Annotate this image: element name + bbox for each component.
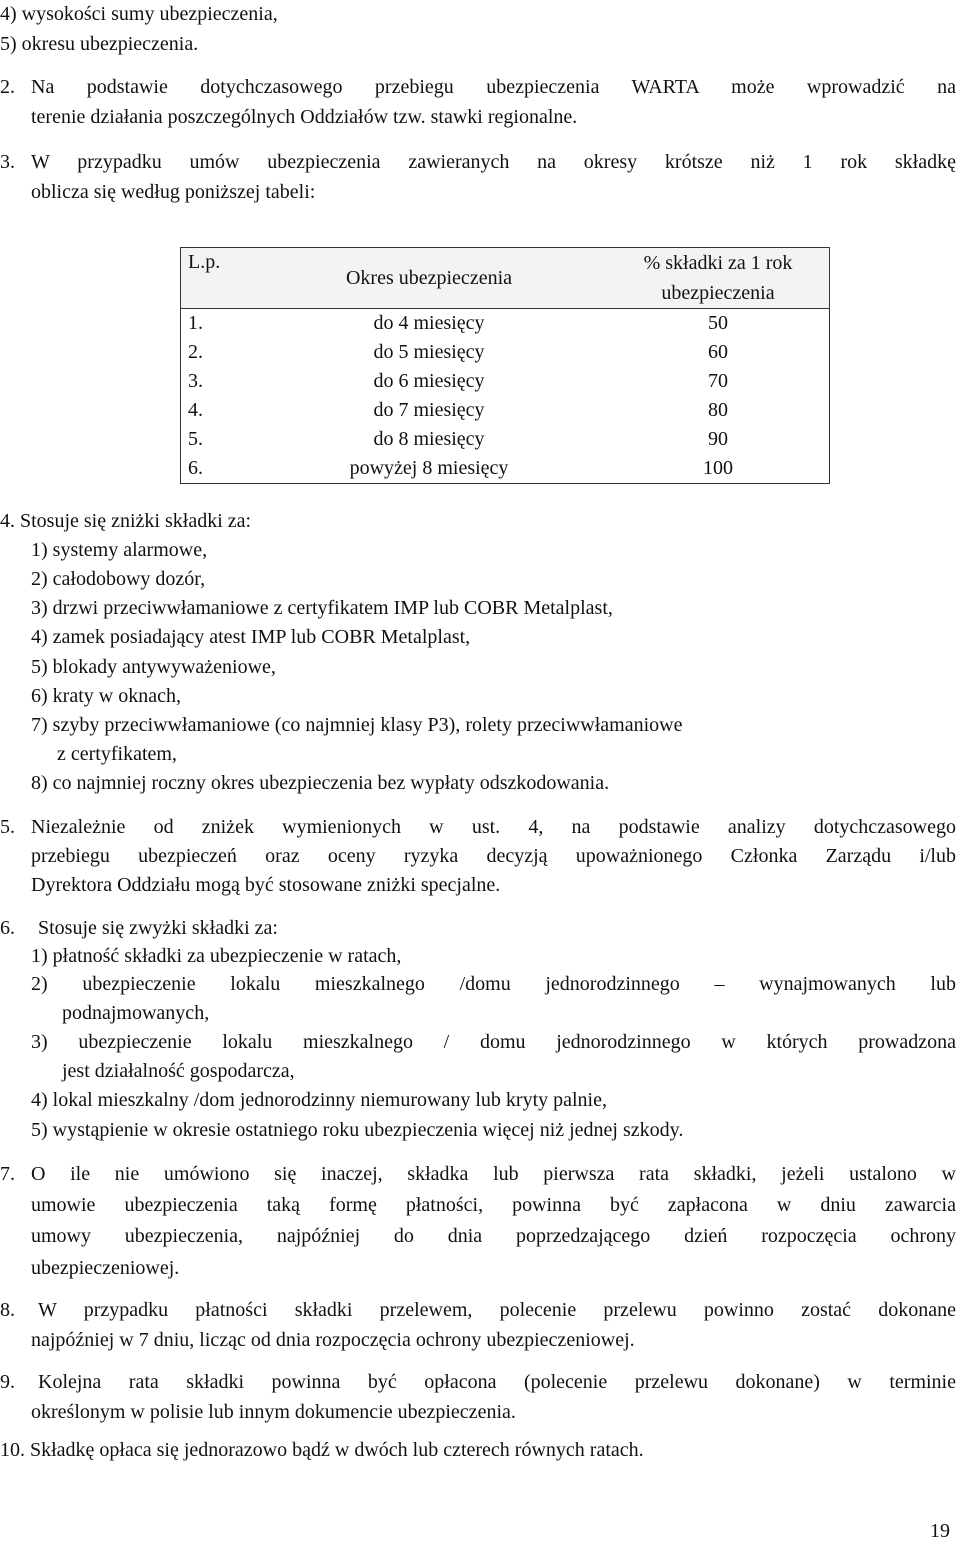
header-percent-line1: % składki za 1 rok <box>643 252 793 274</box>
paragraph-number: 7. <box>0 1163 15 1185</box>
cell-period: do 4 miesięcy <box>373 312 485 334</box>
list-item: 3) drzwi przeciwwłamaniowe z certyfikatem IMP lub COBR Metalplast, <box>31 597 613 619</box>
list-item: 5) wystąpienie w okresie ostatniego roku ubezpieczenia więcej niż jednej szkody. <box>31 1119 684 1141</box>
list-item: 3) ubezpieczenie lokalu mieszkalnego / domu jednorodzinnego w których prowadzona <box>31 1031 956 1053</box>
list-item-continuation: jest działalność gospodarcza, <box>62 1060 295 1082</box>
header-period: Okres ubezpieczenia <box>251 248 607 309</box>
cell-percent: 100 <box>607 454 830 484</box>
paragraph-line: określonym w polisie lub innym dokumencie ubezpieczenia. <box>31 1401 516 1423</box>
cell-period: do 5 miesięcy <box>373 341 485 363</box>
paragraph-number: 9. <box>0 1371 15 1393</box>
cell-period: do 7 miesięcy <box>373 399 485 421</box>
paragraph-number: 3. <box>0 151 15 173</box>
list-item: 8) co najmniej roczny okres ubezpieczenia bez wypłaty odszkodowania. <box>31 772 610 794</box>
list-item: 5) blokady antywyważeniowe, <box>31 656 276 678</box>
paragraph-line: oblicza się według poniższej tabeli: <box>31 181 316 203</box>
list-item-continuation: podnajmowanych, <box>62 1002 210 1024</box>
paragraph-heading: Stosuje się zwyżki składki za: <box>38 917 278 939</box>
table-row <box>181 425 830 454</box>
cell-percent: 80 <box>607 396 830 425</box>
list-item: 4) lokal mieszkalny /dom jednorodzinny niemurowany lub kryty palnie, <box>31 1089 607 1111</box>
cell-percent: 60 <box>607 338 830 367</box>
cell-lp: 2. <box>181 338 252 367</box>
cell-lp: 4. <box>181 396 252 425</box>
list-item: 2) ubezpieczenie lokalu mieszkalnego /domu jednorodzinnego – wynajmowanych lub <box>31 973 956 995</box>
list-item: 4) wysokości sumy ubezpieczenia, <box>0 3 278 25</box>
table-row <box>181 396 830 425</box>
header-percent <box>607 248 830 309</box>
paragraph-number: 5. <box>0 816 15 838</box>
list-item-continuation: z certyfikatem, <box>57 743 177 765</box>
list-item: 4) zamek posiadający atest IMP lub COBR Metalplast, <box>31 626 471 648</box>
cell-lp: 1. <box>181 309 252 339</box>
paragraph-number: 2. <box>0 76 15 98</box>
cell-percent: 70 <box>607 367 830 396</box>
header-percent-line2: ubezpieczenia <box>661 282 775 304</box>
table-row <box>181 454 830 484</box>
paragraph-line: Dyrektora Oddziału mogą być stosowane zniżki specjalne. <box>31 874 501 896</box>
cell-period: do 8 miesięcy <box>373 428 485 450</box>
paragraph-heading: 4. Stosuje się zniżki składki za: <box>0 510 252 532</box>
list-item: 7) szyby przeciwwłamaniowe (co najmniej klasy P3), rolety przeciwwłamaniowe <box>31 714 683 736</box>
cell-period: do 6 miesięcy <box>373 370 485 392</box>
paragraph-line: umowy ubezpieczenia, najpóźniej do dnia poprzedzającego dzień rozpoczęcia ochrony <box>31 1225 956 1247</box>
paragraph-line: Niezależnie od zniżek wymienionych w ust. 4, na podstawie analizy dotychczasowego <box>31 816 956 838</box>
paragraph-number: 8. <box>0 1299 15 1321</box>
cell-period: powyżej 8 miesięcy <box>251 454 607 484</box>
list-item: 6) kraty w oknach, <box>31 685 181 707</box>
header-lp: L.p. <box>181 248 252 309</box>
paragraph-line: terenie działania poszczególnych Oddziałów tzw. stawki regionalne. <box>31 106 578 128</box>
paragraph-line: W przypadku umów ubezpieczenia zawieranych na okresy krótsze niż 1 rok składkę <box>31 151 956 173</box>
list-item: 2) całodobowy dozór, <box>31 568 206 590</box>
paragraph-line: przebiegu ubezpieczeń oraz oceny ryzyka decyzją upoważnionego Członka Zarządu i/lub <box>31 845 956 867</box>
table-row <box>181 367 830 396</box>
table-header-row <box>181 248 830 309</box>
table-row <box>181 338 830 367</box>
paragraph-line: Na podstawie dotychczasowego przebiegu ubezpieczenia WARTA może wprowadzić na <box>31 76 956 98</box>
paragraph-number: 6. <box>0 917 15 939</box>
cell-lp: 3. <box>181 367 252 396</box>
cell-lp: 5. <box>181 425 252 454</box>
list-item: 1) systemy alarmowe, <box>31 539 208 561</box>
paragraph-line: ubezpieczeniowej. <box>31 1257 180 1279</box>
paragraph-line: Kolejna rata składki powinna być opłacona (polecenie przelewu dokonane) w terminie <box>38 1371 956 1393</box>
paragraph-line: O ile nie umówiono się inaczej, składka lub pierwsza rata składki, jeżeli ustalono w <box>31 1163 956 1185</box>
list-item: 1) płatność składki za ubezpieczenie w ratach, <box>31 945 402 967</box>
cell-lp: 6. <box>181 454 252 484</box>
paragraph-line: W przypadku płatności składki przelewem, polecenie przelewu powinno zostać dokonane <box>38 1299 956 1321</box>
premium-table <box>180 247 830 484</box>
page-number: 19 <box>930 1520 950 1542</box>
cell-percent: 50 <box>607 309 830 339</box>
paragraph-line: najpóźniej w 7 dniu, licząc od dnia rozpoczęcia ochrony ubezpieczeniowej. <box>31 1329 635 1351</box>
list-item: 5) okresu ubezpieczenia. <box>0 33 199 55</box>
paragraph-line: umowie ubezpieczenia taką formę płatności, powinna być zapłacona w dniu zawarcia <box>31 1194 956 1216</box>
table-row <box>181 309 830 339</box>
cell-percent: 90 <box>607 425 830 454</box>
paragraph-line: 10. Składkę opłaca się jednorazowo bądź w dwóch lub czterech równych ratach. <box>0 1439 644 1461</box>
